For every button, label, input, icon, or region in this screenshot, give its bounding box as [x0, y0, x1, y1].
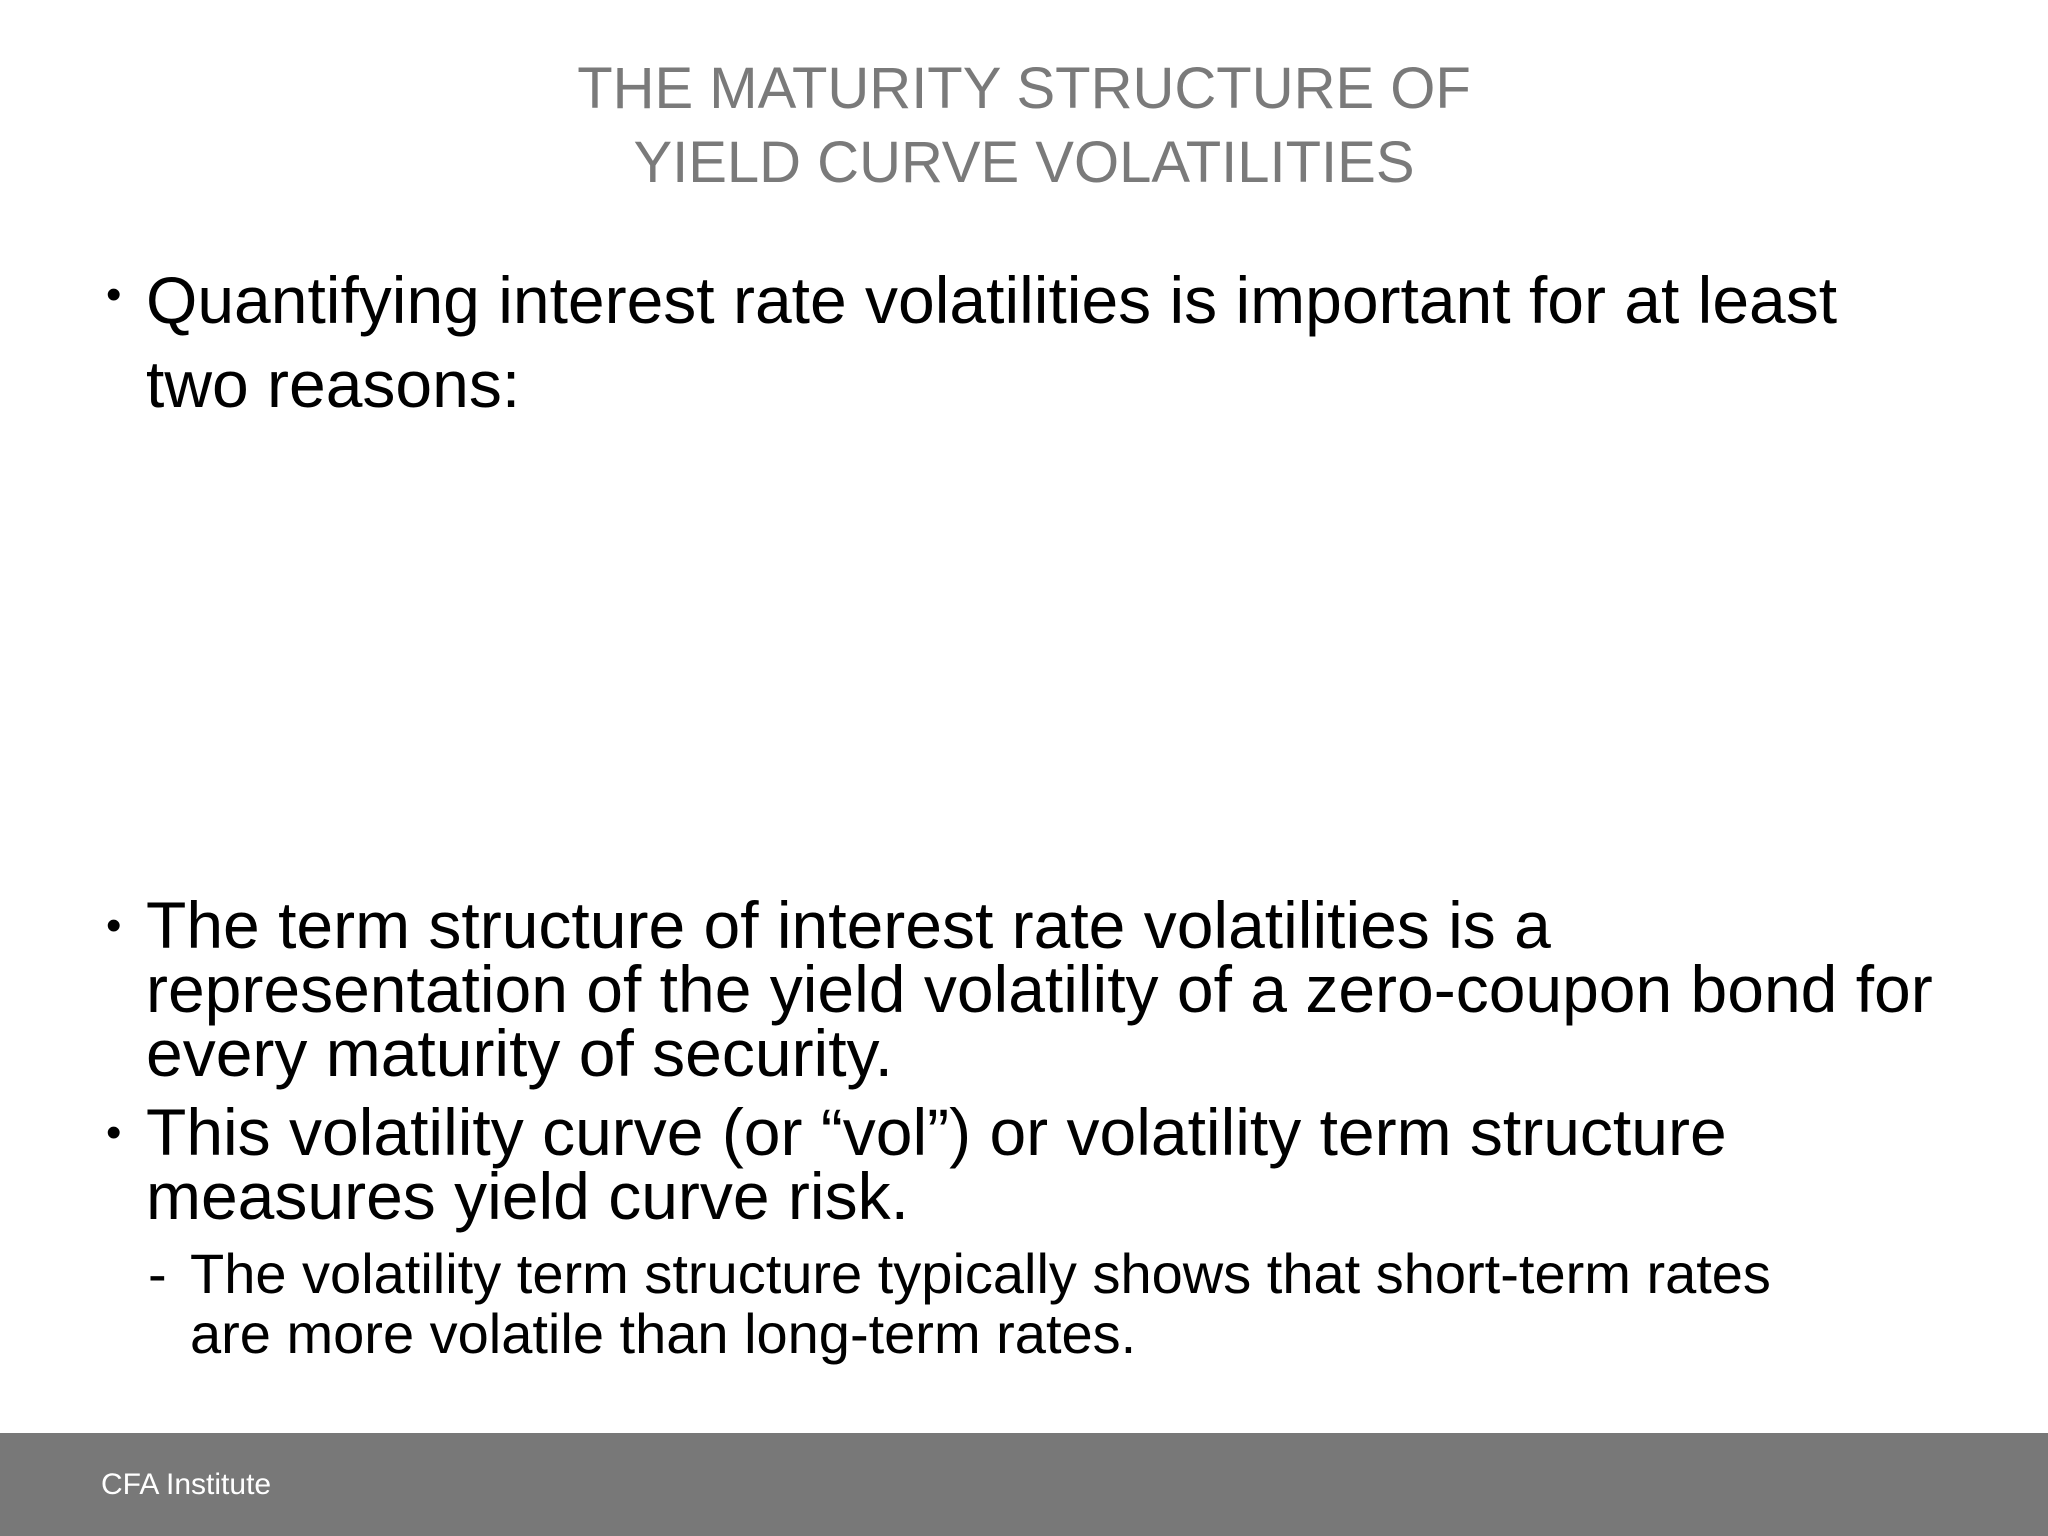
bullet-text [146, 258, 2046, 426]
bullet-line: every maturity of security. [146, 1016, 893, 1090]
sub-bullet-text [190, 1244, 2040, 1364]
bullet-glyph: • [106, 1108, 122, 1157]
bullet-line: representation of the yield volatility of a zero-coupon bond for [146, 952, 1933, 1026]
bullet-line: two reasons: [146, 347, 521, 421]
bullet-text [146, 1095, 2046, 1233]
slide-title-line: THE MATURITY STRUCTURE OF [577, 56, 1471, 121]
bullet-glyph: • [106, 901, 122, 950]
bullet-text [146, 888, 2046, 1090]
footer-bar [0, 1433, 2048, 1536]
sub-bullet-line: The volatility term structure typically shows that short-term rates [190, 1242, 1771, 1305]
bullet-line: measures yield curve risk. [146, 1159, 909, 1233]
footer-label: CFA Institute [101, 1468, 272, 1501]
bullet-line: Quantifying interest rate volatilities is important for at least [146, 263, 1838, 337]
sub-bullet-line: are more volatile than long-term rates. [190, 1302, 1137, 1365]
bullet-line: The term structure of interest rate volatilities is a [146, 888, 1551, 962]
slide-title-line: YIELD CURVE VOLATILITIES [633, 130, 1415, 195]
bullet-glyph: • [106, 270, 122, 319]
slide-title [300, 52, 1748, 200]
sub-bullet-glyph: - [148, 1242, 167, 1305]
bullet-line: This volatility curve (or “vol”) or volatility term structure [146, 1095, 1727, 1169]
